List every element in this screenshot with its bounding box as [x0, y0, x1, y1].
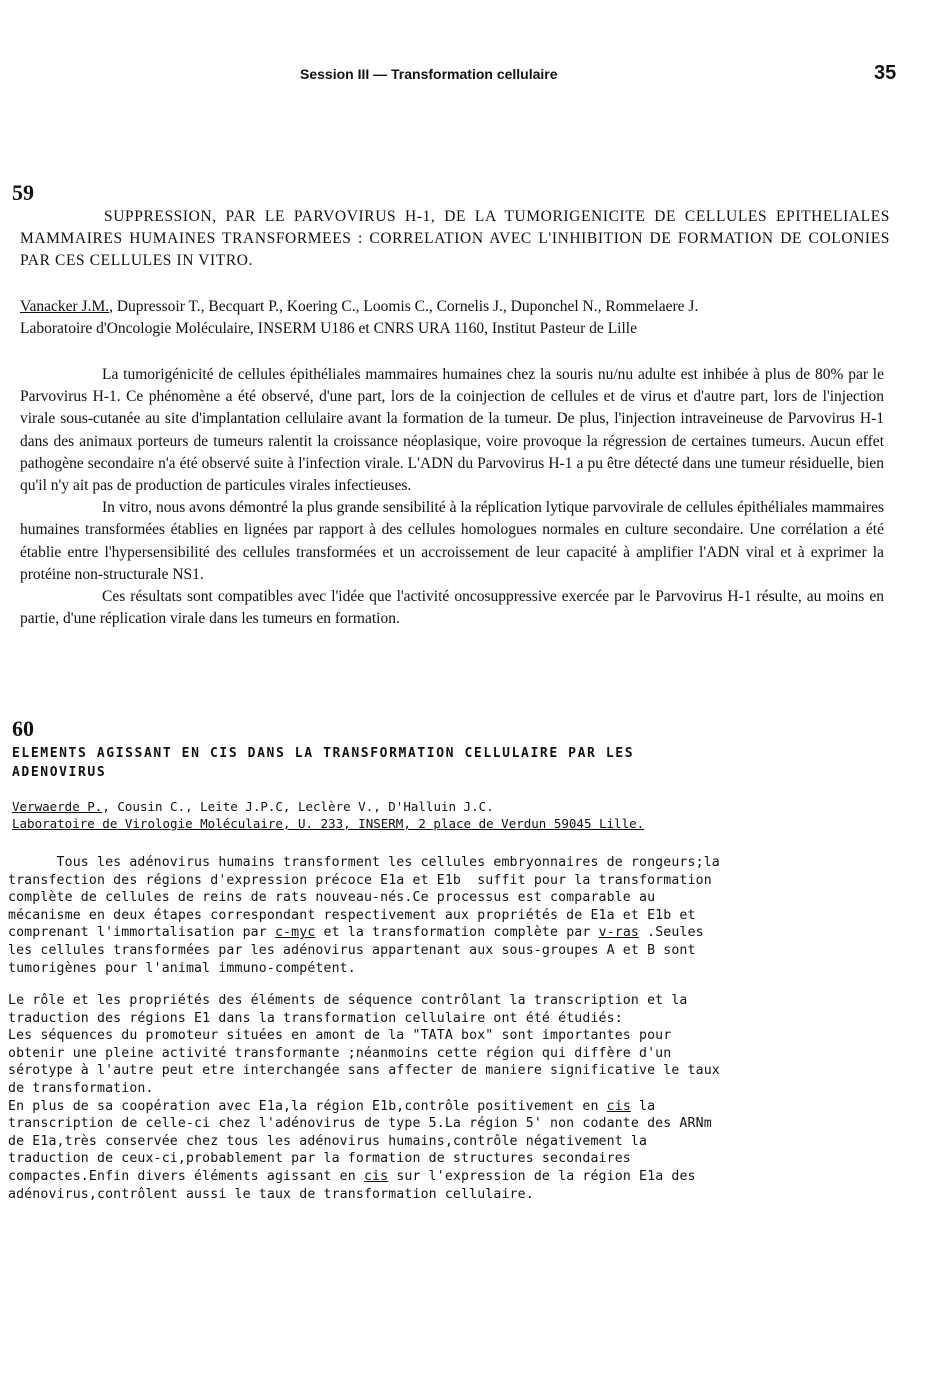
abstract-59-title-text: SUPPRESSION, PAR LE PARVOVIRUS H-1, DE LA TUMORIGENICITE DE CELLULES EPITHELIALES MAMMAIRES HUMAINES TRANSFORMEES : CORRELATION AVEC L'INHIBITION DE FORMATION DE COLONIES PAR CES CELLULES IN VITRO.: [20, 208, 890, 269]
text-line: complète de cellules de reins de rats nouveau-nés.Ce processus est comparable au: [8, 890, 656, 906]
text-line: de transformation.: [8, 1080, 154, 1096]
text-line: mécanisme en deux étapes correspondant respectivement aux propriétés de E1a et E1b et: [8, 907, 696, 923]
co-authors: , Dupressoir T., Becquart P., Koering C., Loomis C., Cornelis J., Duponchel N., Rommelaere J.: [109, 298, 699, 315]
gene-v-ras: v-ras: [598, 925, 640, 941]
text-line: transfection des régions d'expression précoce E1a et E1b suffit pour la transformation: [8, 872, 712, 888]
abstract-60-paragraph-2: [8, 992, 908, 1203]
abstract-59-authors: [20, 296, 900, 318]
abstract-60-title: [12, 744, 892, 782]
abstract-60-paragraph-1: [8, 854, 908, 977]
abstract-59-body: [20, 364, 884, 630]
session-title: Session III — Transformation cellulaire: [300, 66, 558, 82]
abstract-60-authors-block: [12, 798, 902, 832]
text-line: obtenir une pleine activité transformante ;néanmoins cette région qui diffère d'un: [8, 1045, 672, 1061]
text-line: les cellules transformées par les adénovirus appartenant aux sous-groupes A et B sont: [8, 942, 696, 958]
text-line: transcription de celle-ci chez l'adénovirus de type 5.La région 5' non codante des ARNm: [8, 1116, 712, 1132]
page-number: 35: [874, 62, 897, 84]
text-segment: En plus de sa coopération avec E1a,la région E1b,contrôle positivement en: [8, 1098, 607, 1114]
abstract-60-title-line: ELEMENTS AGISSANT EN CIS DANS LA TRANSFORMATION CELLULAIRE PAR LES: [12, 746, 635, 761]
text-line: [8, 1168, 908, 1186]
text-line: adénovirus,contrôlent aussi le taux de transformation cellulaire.: [8, 1186, 534, 1202]
text-segment: comprenant l'immortalisation par: [8, 925, 275, 941]
text-line: Le rôle et les propriétés des éléments de séquence contrôlant la transcription et la: [8, 993, 688, 1008]
text-line: [8, 924, 908, 942]
term-cis: cis: [363, 1168, 389, 1184]
text-line: [8, 1098, 908, 1116]
text-line: traduction des régions E1 dans la transformation cellulaire ont été étudiés:: [8, 1010, 623, 1026]
running-header: [0, 62, 930, 86]
text-line: tumorigènes pour l'animal immuno-compétent.: [8, 960, 356, 976]
abstract-60-authors: [12, 798, 902, 815]
text-segment: la: [630, 1098, 656, 1114]
abstract-59-authors-block: [20, 296, 900, 340]
abstract-59-paragraph: La tumorigénicité de cellules épithéliales mammaires humaines chez la souris nu/nu adulte est inhibée à plus de 80% par le Parvovirus H-1. Ce phénomène a été observé, d'une part, lors de la coinjection de cellules et de virus et d'autre part, lors de l'injection virale sous-cutanée au site d'implantation cellulaire avant la formation de la tumeur. De plus, l'injection intraveineuse de Parvovirus H-1 dans des animaux porteurs de tumeurs ralentit la croissance néoplasique, voire provoque la régression de certaines tumeurs. Aucun effet pathogène secondaire n'a été observé suite à l'infection virale. L'ADN du Parvovirus H-1 a pu être détecté dans une tumeur résiduelle, bien qu'il n'y ait pas de production de particules virales infectieuses.: [20, 366, 884, 495]
text-line: Les séquences du promoteur situées en amont de la "TATA box" sont importantes pour: [8, 1028, 672, 1044]
term-cis: cis: [606, 1098, 631, 1114]
abstract-59-number: 59: [12, 180, 34, 205]
co-authors: , Cousin C., Leite J.P.C, Leclère V., D'Halluin J.C.: [102, 799, 494, 814]
text-segment: sur l'expression de la région E1a des: [388, 1168, 696, 1184]
abstract-59-affiliation: Laboratoire d'Oncologie Moléculaire, INSERM U186 et CNRS URA 1160, Institut Pasteur de Lille: [20, 320, 637, 337]
presenting-author: Verwaerde P.: [12, 799, 103, 814]
presenting-author: Vanacker J.M.: [20, 298, 110, 315]
text-segment: .Seules: [639, 925, 704, 941]
text-line: Tous les adénovirus humains transforment les cellules embryonnaires de rongeurs;la: [8, 855, 720, 870]
abstract-60-affiliation: Laboratoire de Virologie Moléculaire, U. 233, INSERM, 2 place de Verdun 59045 Lille.: [12, 816, 645, 831]
text-line: de E1a,très conservée chez tous les adénovirus humains,contrôle négativement la: [8, 1133, 648, 1149]
abstract-59-paragraph: In vitro, nous avons démontré la plus grande sensibilité à la réplication lytique parvovirale de cellules épithéliales mammaires humaines transformées établies en lignées par rapport à des cellules homologues normales en culture secondaire. Une corrélation a été établie entre l'hypersensibilité des cellules transformées et un accroissement de leur capacité à amplifier l'ADN viral et à exprimer la protéine non-structurale NS1.: [20, 499, 884, 583]
abstract-59-paragraph: Ces résultats sont compatibles avec l'idée que l'activité oncosuppressive exercée par le Parvovirus H-1 résulte, au moins en partie, d'une réplication virale dans les tumeurs en formation.: [20, 588, 884, 628]
abstract-59-title: [20, 206, 890, 272]
gene-c-myc: c-myc: [274, 925, 316, 941]
abstract-60-number: 60: [12, 716, 34, 741]
abstract-60-title-line: ADENOVIRUS: [12, 765, 107, 780]
text-segment: compactes.Enfin divers éléments agissant en: [8, 1168, 364, 1184]
text-line: sérotype à l'autre peut etre interchangée sans affecter de maniere significative le taux: [8, 1063, 720, 1079]
text-segment: et la transformation complète par: [315, 925, 599, 941]
text-line: traduction de ceux-ci,probablement par la formation de structures secondaires: [8, 1151, 631, 1167]
